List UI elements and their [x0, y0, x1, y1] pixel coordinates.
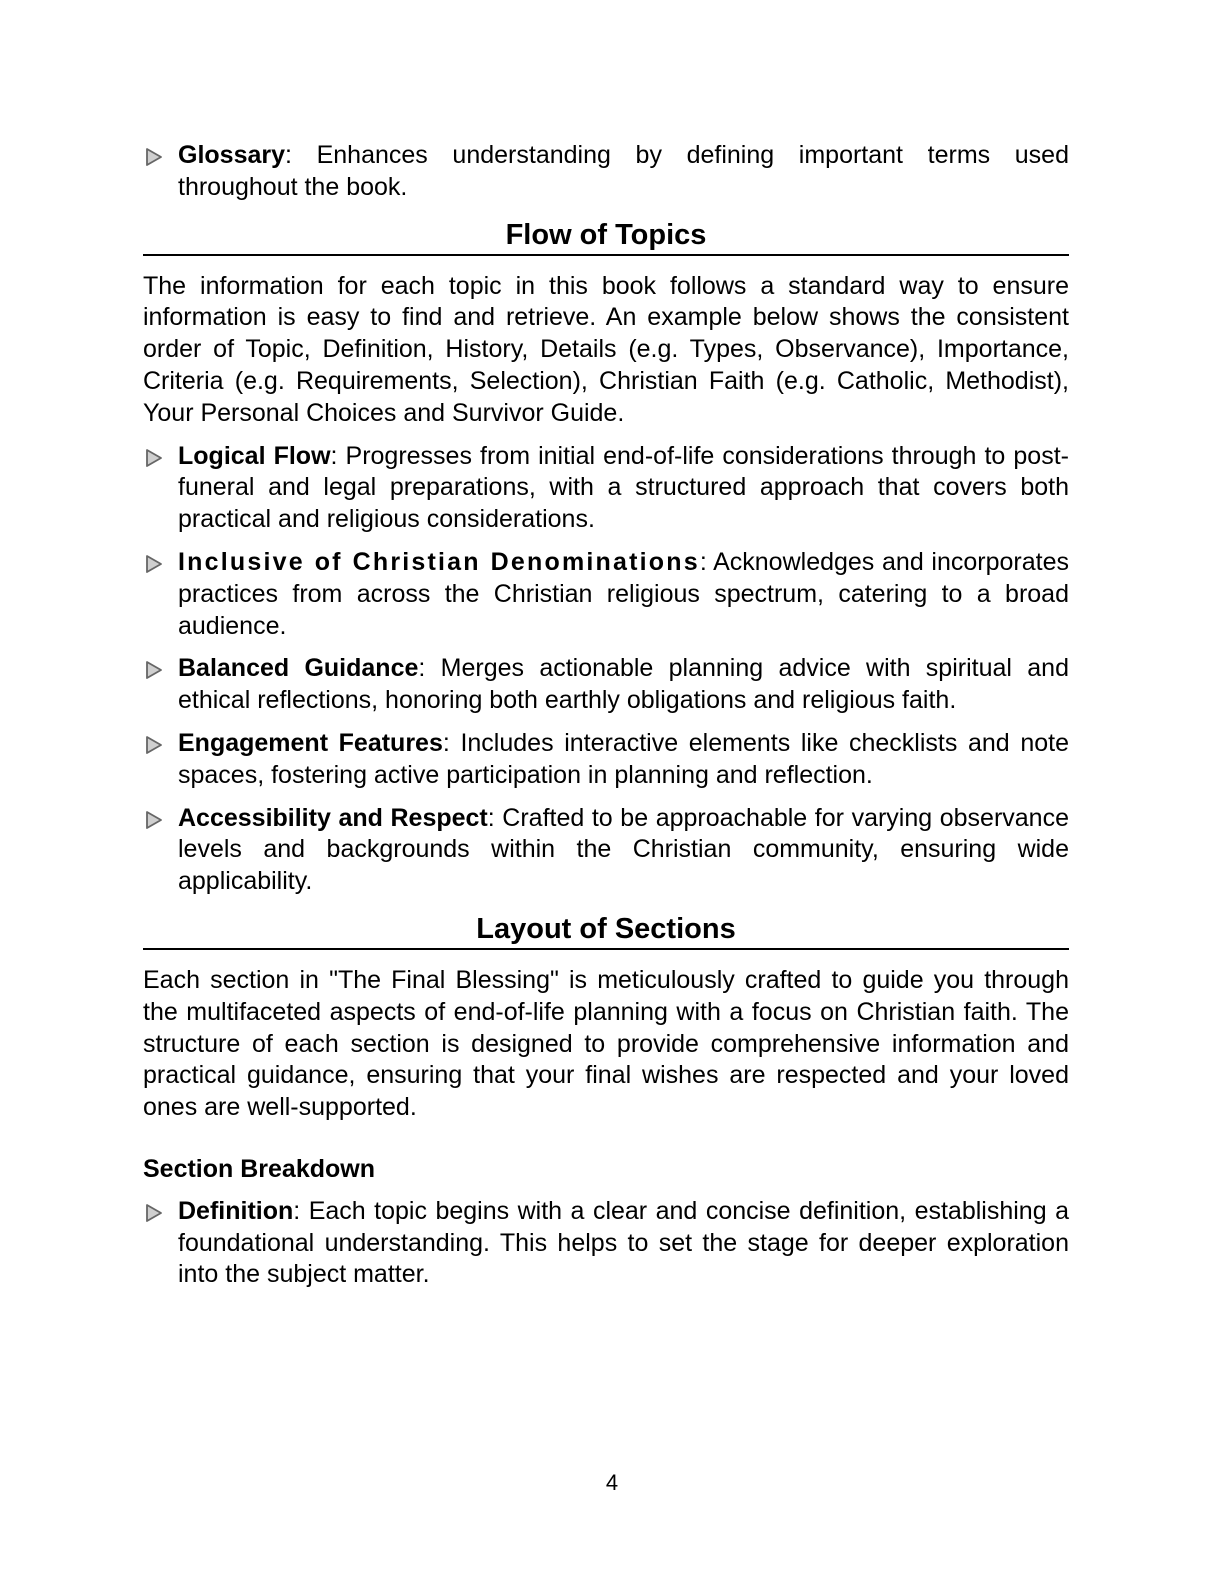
layout-of-sections-intro: Each section in "The Final Blessing" is meticulously crafted to guide you through the multifaceted aspects of end-of-life planning with a focus on Christian faith. The structure of each section is designed to provide comprehensive information and practical guidance, ensuring that your final wishes are respected and your loved ones are well-supported.	[143, 965, 1069, 1122]
bullet-text: : Each topic begins with a clear and concise definition, establishing a foundational understanding. This helps to set the stage for deeper exploration into the subject matter.	[178, 1196, 1069, 1289]
flow-of-topics-heading: Flow of Topics	[143, 217, 1069, 256]
triangle-bullet-icon	[145, 660, 163, 680]
bullet-text: : Acknowledges and incorporates practices from across the Christian religious spectrum, catering to a broad audience.	[178, 547, 1069, 640]
bullet-term: Definition	[178, 1196, 294, 1225]
flow-of-topics-intro: The information for each topic in this book follows a standard way to ensure information is easy to find and retrieve. An example below shows the consistent order of Topic, Definition, History, Details (e.g. Types, Observance), Importance, Criteria (e.g. Requirements, Selection), Christian Faith (e.g. Catholic, Methodist), Your Personal Choices and Survivor Guide.	[143, 271, 1069, 427]
bullet-text: : Enhances understanding by defining important terms used throughout the book.	[178, 141, 1069, 201]
bullet-inclusive-denominations	[143, 547, 1069, 642]
page-content	[143, 140, 1069, 1302]
bullet-text: : Includes interactive elements like checklists and note spaces, fostering active participation in planning and reflection.	[178, 728, 1069, 789]
bullet-term: Balanced Guidance	[178, 654, 419, 683]
triangle-bullet-icon	[145, 810, 163, 830]
triangle-bullet-icon	[145, 735, 163, 755]
bullet-term: Accessibility and Respect	[178, 803, 488, 832]
bullet-balanced-guidance	[143, 653, 1069, 717]
bullet-term: Inclusive of Christian Denominations	[178, 547, 700, 576]
bullet-glossary	[143, 140, 1069, 204]
bullet-text: : Merges actionable planning advice with spiritual and ethical reflections, honoring both earthly obligations and religious faith.	[178, 654, 1069, 715]
section-breakdown-subheading: Section Breakdown	[143, 1154, 375, 1183]
triangle-bullet-icon	[145, 1203, 163, 1223]
bullet-term: Engagement Features	[178, 728, 443, 757]
bullet-term: Glossary	[178, 141, 286, 169]
bullet-text: : Crafted to be approachable for varying observance levels and backgrounds within the Christian community, ensuring wide applicability.	[178, 803, 1069, 896]
bullet-logical-flow	[143, 441, 1069, 536]
bullet-term: Logical Flow	[178, 441, 331, 470]
triangle-bullet-icon	[145, 448, 163, 468]
bullet-text: : Progresses from initial end-of-life considerations through to post-funeral and legal preparations, with a structured approach that covers both practical and religious considerations.	[178, 441, 1069, 534]
layout-of-sections-heading: Layout of Sections	[143, 911, 1069, 950]
bullet-accessibility-respect	[143, 803, 1069, 898]
page-number: 4	[605, 1470, 619, 1495]
bullet-engagement-features	[143, 728, 1069, 792]
bullet-definition	[143, 1196, 1069, 1291]
triangle-bullet-icon	[145, 554, 163, 574]
triangle-bullet-icon	[145, 147, 163, 167]
